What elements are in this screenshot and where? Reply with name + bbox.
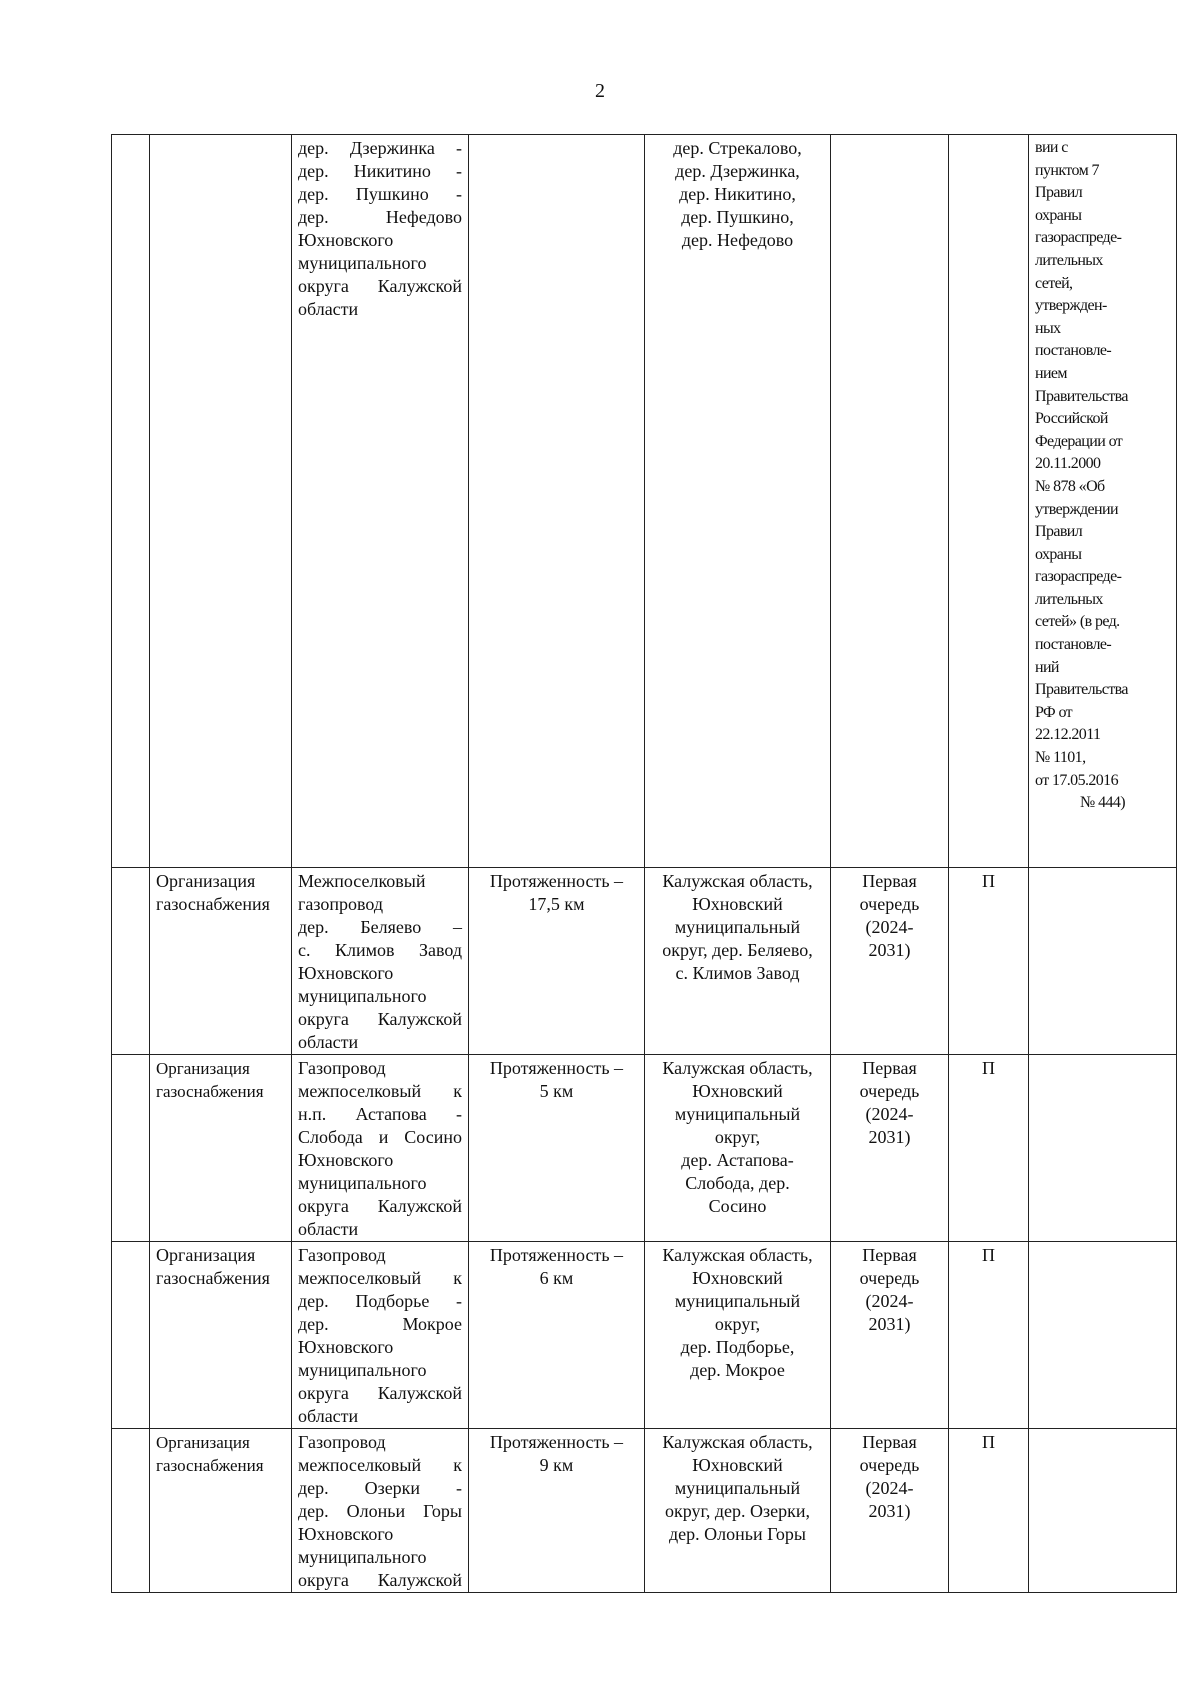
note-line: постановле- <box>1035 636 1112 654</box>
name-line: межпоселковый к <box>298 1268 462 1288</box>
note-line: вии с <box>1035 139 1068 156</box>
note-line: охраны <box>1035 206 1082 224</box>
name-line: с. Климов Завод <box>298 940 462 960</box>
term-line: очередь <box>859 1081 920 1101</box>
cell-status <box>949 135 1029 868</box>
term-line: очередь <box>859 894 920 914</box>
note-line: сетей» (в ред. <box>1035 613 1120 631</box>
status-text: П <box>982 1058 995 1078</box>
location-line: муниципальный <box>674 917 801 937</box>
term-line: Первая <box>862 1058 917 1078</box>
term-line: Первая <box>862 1432 917 1452</box>
cell-note <box>1029 1429 1177 1593</box>
name-line: округа Калужской <box>298 1383 462 1403</box>
note-line: от 17.05.2016 <box>1035 771 1118 789</box>
note-line: Правительства <box>1035 681 1128 699</box>
location-line: Юхновский <box>692 1455 783 1475</box>
table-row <box>112 868 1177 1055</box>
cell-term <box>831 1055 949 1242</box>
note-line: Правительства <box>1035 387 1128 405</box>
name-line: округа Калужской <box>298 1009 462 1029</box>
term-line: (2024- <box>865 1291 914 1311</box>
note-line: ний <box>1035 658 1059 676</box>
location-line: округ, дер. Озерки, <box>665 1501 810 1521</box>
note-line: газораспреде- <box>1035 229 1122 247</box>
param-line: 6 км <box>539 1268 574 1288</box>
term-line: (2024- <box>865 1104 914 1124</box>
cell-note <box>1029 868 1177 1055</box>
location-line: Юхновский <box>692 1081 783 1101</box>
table-row <box>112 1242 1177 1429</box>
note-line: утвержден- <box>1035 297 1107 315</box>
cell-status <box>949 1429 1029 1593</box>
cell-status <box>949 868 1029 1055</box>
name-line: Газопровод <box>298 1245 386 1265</box>
term-line: 2031) <box>868 940 911 960</box>
param-line: Протяженность – <box>489 1432 624 1452</box>
cell-name <box>292 1242 469 1429</box>
name-line: дер. Олоньи Горы <box>298 1501 462 1521</box>
cell-number <box>112 1242 150 1429</box>
name-line: дер. Дзержинка - <box>298 138 462 158</box>
objects-table <box>111 134 1177 1593</box>
status-text: П <box>982 1245 995 1265</box>
note-line: № 444) <box>1080 794 1125 812</box>
location-line: Сосино <box>708 1196 767 1216</box>
term-line: 2031) <box>868 1314 911 1334</box>
name-line: Юхновского <box>298 963 394 983</box>
cell-status <box>949 1055 1029 1242</box>
name-line: Слобода и Сосино <box>298 1127 462 1147</box>
location-line: муниципальный <box>674 1478 801 1498</box>
note-line: 20.11.2000 <box>1035 455 1101 473</box>
param-line: 9 км <box>539 1455 574 1475</box>
location-line: дер. Олоньи Горы <box>668 1524 807 1544</box>
type-text: Организация газоснабжения <box>156 1059 264 1101</box>
status-text: П <box>982 871 995 891</box>
term-line: Первая <box>862 1245 917 1265</box>
name-line: межпоселковый к <box>298 1081 462 1101</box>
cell-parameters <box>469 868 645 1055</box>
name-line: межпоселковый к <box>298 1455 462 1475</box>
name-line: дер. Никитино - <box>298 161 462 181</box>
cell-location <box>645 1055 831 1242</box>
name-line: дер. Мокрое <box>298 1314 462 1334</box>
name-line: дер. Подборье - <box>298 1291 462 1311</box>
cell-number <box>112 1055 150 1242</box>
note-text <box>1035 137 1170 815</box>
name-line: округа Калужской <box>298 1570 462 1590</box>
location-line: дер. Стрекалово, <box>673 138 802 158</box>
cell-parameters <box>469 1429 645 1593</box>
cell-type <box>150 1429 292 1593</box>
cell-name <box>292 135 469 868</box>
name-line: области <box>298 1406 359 1426</box>
name-line: дер. Пушкино - <box>298 184 462 204</box>
cell-parameters <box>469 135 645 868</box>
cell-type <box>150 1242 292 1429</box>
note-line: охраны <box>1035 545 1082 563</box>
cell-term <box>831 868 949 1055</box>
note-line: Федерации от <box>1035 432 1123 450</box>
note-line: лительных <box>1035 251 1103 269</box>
location-line: Юхновский <box>692 894 783 914</box>
location-line: Калужская область, <box>662 871 813 891</box>
name-line: Юхновского <box>298 1337 394 1357</box>
location-line: дер. Мокрое <box>690 1360 785 1380</box>
location-line: Калужская область, <box>662 1432 813 1452</box>
name-line: н.п. Астапова - <box>298 1104 462 1124</box>
note-line: постановле- <box>1035 342 1112 360</box>
location-line: с. Климов Завод <box>675 963 800 983</box>
cell-location <box>645 1429 831 1593</box>
location-line: Слобода, дер. <box>685 1173 790 1193</box>
note-line: пунктом 7 <box>1035 161 1099 179</box>
location-line: муниципальный <box>674 1104 801 1124</box>
location-line: дер. Дзержинка, <box>675 161 800 181</box>
table-row <box>112 1429 1177 1593</box>
name-line: области <box>298 1219 359 1239</box>
note-line: 22.12.2011 <box>1035 726 1101 744</box>
name-line: дер. Нефедово <box>298 207 462 227</box>
note-line: Правил <box>1035 523 1083 541</box>
name-line: Юхновского <box>298 230 394 250</box>
term-line: очередь <box>859 1455 920 1475</box>
term-line: (2024- <box>865 1478 914 1498</box>
note-line: утверждении <box>1035 500 1118 518</box>
cell-number <box>112 868 150 1055</box>
note-line: нием <box>1035 364 1067 382</box>
name-line: дер. Озерки - <box>298 1478 462 1498</box>
cell-note <box>1029 1055 1177 1242</box>
cell-parameters <box>469 1242 645 1429</box>
name-line: газопровод <box>298 894 384 914</box>
cell-status <box>949 1242 1029 1429</box>
location-line: округ, дер. Беляево, <box>662 940 813 960</box>
cell-type <box>150 1055 292 1242</box>
location-line: дер. Никитино, <box>679 184 796 204</box>
cell-type <box>150 135 292 868</box>
term-line: 2031) <box>868 1501 911 1521</box>
status-text: П <box>982 1432 995 1452</box>
note-line: № 878 «Об <box>1035 477 1105 495</box>
type-text: Организация газоснабжения <box>156 1433 264 1475</box>
note-line: газораспреде- <box>1035 568 1122 586</box>
name-line: Газопровод <box>298 1058 386 1078</box>
cell-name <box>292 1429 469 1593</box>
cell-parameters <box>469 1055 645 1242</box>
note-line: лительных <box>1035 590 1103 608</box>
location-line: округ, <box>714 1127 761 1147</box>
note-line: РФ от <box>1035 703 1073 721</box>
param-line: Протяженность – <box>489 871 624 891</box>
name-line: Юхновского <box>298 1150 394 1170</box>
table-row-continuation <box>112 135 1177 868</box>
table-row <box>112 1055 1177 1242</box>
cell-type <box>150 868 292 1055</box>
name-line: муниципального <box>298 1547 427 1567</box>
location-line: округ, <box>714 1314 761 1334</box>
cell-note <box>1029 135 1177 868</box>
page-number: 2 <box>595 80 605 102</box>
cell-number <box>112 135 150 868</box>
note-line: Российской <box>1035 410 1108 428</box>
location-line: Калужская область, <box>662 1058 813 1078</box>
name-line: округа Калужской <box>298 1196 462 1216</box>
cell-number <box>112 1429 150 1593</box>
term-line: 2031) <box>868 1127 911 1147</box>
term-line: (2024- <box>865 917 914 937</box>
name-line: округа Калужской <box>298 276 462 296</box>
cell-note <box>1029 1242 1177 1429</box>
location-line: дер. Нефедово <box>681 230 794 250</box>
location-line: дер. Астапова- <box>681 1150 794 1170</box>
location-line: Калужская область, <box>662 1245 813 1265</box>
name-line: Межпоселковый <box>298 871 426 891</box>
cell-term <box>831 135 949 868</box>
type-text: Организация газоснабжения <box>156 871 270 914</box>
location-line: муниципальный <box>674 1291 801 1311</box>
note-line: Правил <box>1035 184 1083 202</box>
name-line: Газопровод <box>298 1432 386 1452</box>
name-line: муниципального <box>298 1360 427 1380</box>
location-line: дер. Пушкино, <box>681 207 794 227</box>
cell-location <box>645 868 831 1055</box>
param-line: 5 км <box>539 1081 574 1101</box>
cell-term <box>831 1429 949 1593</box>
param-line: 17,5 км <box>528 894 585 914</box>
cell-term <box>831 1242 949 1429</box>
name-line: области <box>298 299 359 319</box>
param-line: Протяженность – <box>489 1058 624 1078</box>
cell-name <box>292 1055 469 1242</box>
param-line: Протяженность – <box>489 1245 624 1265</box>
cell-name <box>292 868 469 1055</box>
note-line: сетей, <box>1035 274 1073 292</box>
type-text: Организация газоснабжения <box>156 1245 270 1288</box>
name-line: муниципального <box>298 1173 427 1193</box>
location-line: дер. Подборье, <box>680 1337 795 1357</box>
note-line: ных <box>1035 319 1061 337</box>
name-line: Юхновского <box>298 1524 394 1544</box>
cell-location <box>645 1242 831 1429</box>
name-line: муниципального <box>298 253 427 273</box>
term-line: Первая <box>862 871 917 891</box>
name-line: муниципального <box>298 986 427 1006</box>
cell-location <box>645 135 831 868</box>
name-line: области <box>298 1032 359 1052</box>
term-line: очередь <box>859 1268 920 1288</box>
location-line: Юхновский <box>692 1268 783 1288</box>
note-line: № 1101, <box>1035 749 1086 767</box>
name-line: дер. Беляево – <box>298 917 462 937</box>
